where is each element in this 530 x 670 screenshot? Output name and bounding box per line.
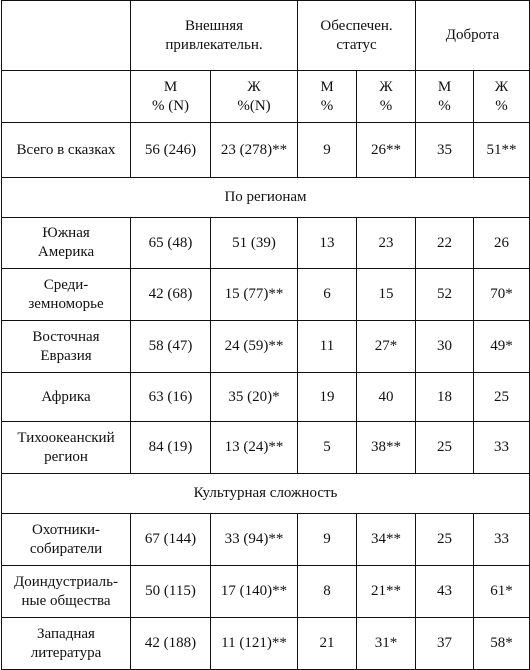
table-cell: 9 <box>298 123 357 178</box>
row-label: Среди- земноморье <box>2 269 131 321</box>
table-cell: 31* <box>357 618 416 670</box>
table-cell: 25 <box>416 514 474 566</box>
table-cell: 15 <box>357 269 416 321</box>
header-corner-cell <box>2 1 131 71</box>
row-label: Южная Америка <box>2 218 131 269</box>
table-row <box>2 514 530 566</box>
section-row <box>2 474 530 514</box>
row-label: Доиндустриаль- ные общества <box>2 566 131 618</box>
table-row <box>2 321 530 373</box>
row-label: Восточная Евразия <box>2 321 131 373</box>
table-cell: 37 <box>416 618 474 670</box>
table-cell: 25 <box>416 422 474 474</box>
table-cell: 40 <box>357 373 416 422</box>
row-label: Тихоокеанский регион <box>2 422 131 474</box>
table-row <box>2 422 530 474</box>
data-table <box>1 0 530 670</box>
header-corner-cell-sub <box>2 71 131 123</box>
table-cell: 65 (48) <box>131 218 211 269</box>
table-cell: 13 <box>298 218 357 269</box>
table-cell: 18 <box>416 373 474 422</box>
table-cell: 13 (24)** <box>211 422 298 474</box>
table-cell: 33 <box>474 514 530 566</box>
table-cell: 42 (68) <box>131 269 211 321</box>
table-cell: 11 <box>298 321 357 373</box>
table-cell: 38** <box>357 422 416 474</box>
table-cell: 23 <box>357 218 416 269</box>
table-cell: 33 <box>474 422 530 474</box>
table-row <box>2 123 530 178</box>
table-cell: 35 (20)* <box>211 373 298 422</box>
table-cell: 22 <box>416 218 474 269</box>
subheader-m-pct-n: М % (N) <box>131 71 211 123</box>
table-cell: 23 (278)** <box>211 123 298 178</box>
table-cell: 15 (77)** <box>211 269 298 321</box>
row-label: Охотники- собиратели <box>2 514 131 566</box>
table-cell: 17 (140)** <box>211 566 298 618</box>
table-cell: 25 <box>474 373 530 422</box>
subheader-m-pct: М % <box>298 71 357 123</box>
table-cell: 9 <box>298 514 357 566</box>
section-row <box>2 178 530 218</box>
table-cell: 61* <box>474 566 530 618</box>
table-cell: 84 (19) <box>131 422 211 474</box>
table-cell: 8 <box>298 566 357 618</box>
table-cell: 52 <box>416 269 474 321</box>
table-cell: 26** <box>357 123 416 178</box>
table-row <box>2 618 530 670</box>
table-cell: 21 <box>298 618 357 670</box>
table-cell: 56 (246) <box>131 123 211 178</box>
table-cell: 5 <box>298 422 357 474</box>
table-cell: 42 (188) <box>131 618 211 670</box>
header-kindness: Доброта <box>416 1 530 71</box>
table-cell: 21** <box>357 566 416 618</box>
table-cell: 70* <box>474 269 530 321</box>
table-cell: 63 (16) <box>131 373 211 422</box>
table-row <box>2 218 530 269</box>
table-cell: 51 (39) <box>211 218 298 269</box>
table-cell: 19 <box>298 373 357 422</box>
table-cell: 58* <box>474 618 530 670</box>
table-cell: 67 (144) <box>131 514 211 566</box>
table-cell: 6 <box>298 269 357 321</box>
table-cell: 43 <box>416 566 474 618</box>
table-cell: 30 <box>416 321 474 373</box>
subheader-f-pct-n: Ж %(N) <box>211 71 298 123</box>
table-row <box>2 566 530 618</box>
subheader-f-pct: Ж % <box>474 71 530 123</box>
row-label: Западная литература <box>2 618 131 670</box>
table-cell: 11 (121)** <box>211 618 298 670</box>
header-attractiveness: Внешняя привлекательн. <box>131 1 298 71</box>
table-cell: 27* <box>357 321 416 373</box>
table-cell: 33 (94)** <box>211 514 298 566</box>
table-cell: 50 (115) <box>131 566 211 618</box>
table-cell: 34** <box>357 514 416 566</box>
header-row-groups <box>2 1 530 71</box>
table-cell: 26 <box>474 218 530 269</box>
table-row <box>2 373 530 422</box>
table-cell: 58 (47) <box>131 321 211 373</box>
table-cell: 35 <box>416 123 474 178</box>
table-row <box>2 269 530 321</box>
subheader-m-pct: М % <box>416 71 474 123</box>
table-cell: 51** <box>474 123 530 178</box>
row-label: Всего в сказках <box>2 123 131 178</box>
section-heading-complexity: Культурная сложность <box>2 474 530 514</box>
section-heading-regions: По регионам <box>2 178 530 218</box>
table-cell: 49* <box>474 321 530 373</box>
subheader-f-pct: Ж % <box>357 71 416 123</box>
header-status: Обеспечен. статус <box>298 1 416 71</box>
row-label: Африка <box>2 373 131 422</box>
header-row-sub <box>2 71 530 123</box>
table-cell: 24 (59)** <box>211 321 298 373</box>
